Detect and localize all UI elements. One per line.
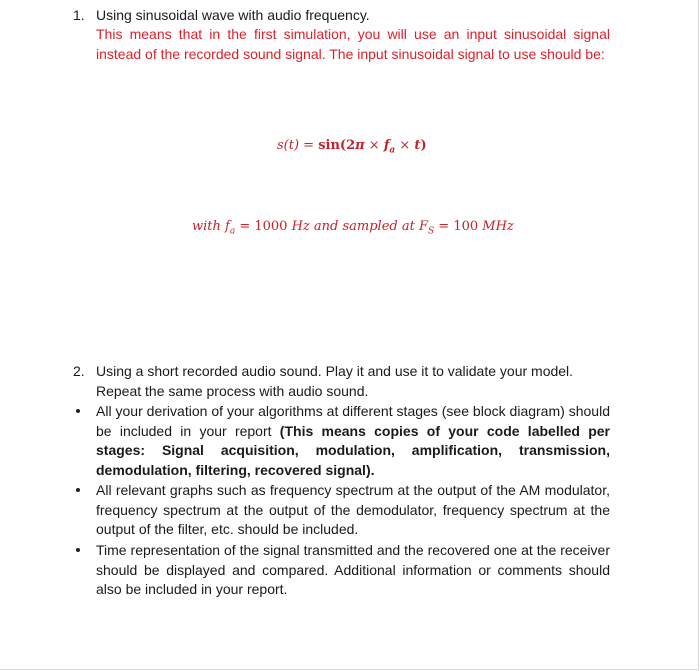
equation-lhs: s(t)	[277, 138, 300, 153]
bullet-marker	[76, 548, 80, 552]
item-1-note: This means that in the first simulation, you will use an input sinusoidal signal instead of the recorded sound signal. The input sinusoidal signal to use should be:	[96, 26, 610, 62]
bullet-2-text: All relevant graphs such as frequency spectrum at the output of the AM modulator, frequency spectrum at the output of the demodulator, frequency spectrum at the output of the filter, etc. should be included.	[96, 482, 610, 537]
equation-close: )	[420, 138, 427, 153]
bullet-1-plain: All your derivation of your algorithms at different stages (see block diagram) should be included in your report	[96, 403, 610, 439]
item-1-title: Using sinusoidal wave with audio frequency.	[96, 7, 370, 23]
params-fa-unit: Hz and sampled at	[291, 219, 419, 234]
params-fa-val: = 1000	[235, 219, 292, 234]
params-fa-sub: a	[229, 226, 236, 237]
params-fa: f	[225, 219, 230, 234]
equation-equals: =	[299, 138, 319, 153]
params-with: with	[192, 219, 226, 234]
bullet-3-text: Time representation of the signal transmitted and the recovered one at the receiver should be displayed and compared. Additional information or comments should also be included in your report.	[96, 542, 610, 597]
bullet-1-text	[96, 402, 610, 480]
item-2-text: Using a short recorded audio sound. Play it and use it to validate your model. Repeat the same process with audio sound.	[96, 363, 574, 399]
params-Fs-unit: MHz	[482, 219, 514, 234]
equation-pi: π	[355, 138, 365, 153]
equation-times-2: ×	[395, 138, 415, 153]
params-Fs-sub: S	[428, 226, 435, 237]
sampling-parameters	[192, 219, 514, 237]
equation-times-1: ×	[364, 138, 384, 153]
bullet-marker	[76, 488, 80, 492]
item-2-number: 2.	[73, 363, 85, 379]
equation-f-sub: a	[389, 145, 396, 156]
bullet-1-bold: (This means copies of your code labelled per stages: Signal acquisition, modulation, amplification, transmission, demodulation, filtering, recovered signal).	[96, 422, 610, 478]
sinusoid-equation	[277, 138, 427, 156]
params-Fs-eq: = 100	[434, 219, 483, 234]
equation-f: f	[383, 138, 390, 153]
item-1-number: 1.	[73, 7, 85, 23]
bullet-marker	[76, 409, 80, 413]
equation-t: t	[414, 138, 421, 153]
equation-sin: sin(2	[318, 138, 356, 153]
params-Fs: F	[418, 219, 428, 234]
